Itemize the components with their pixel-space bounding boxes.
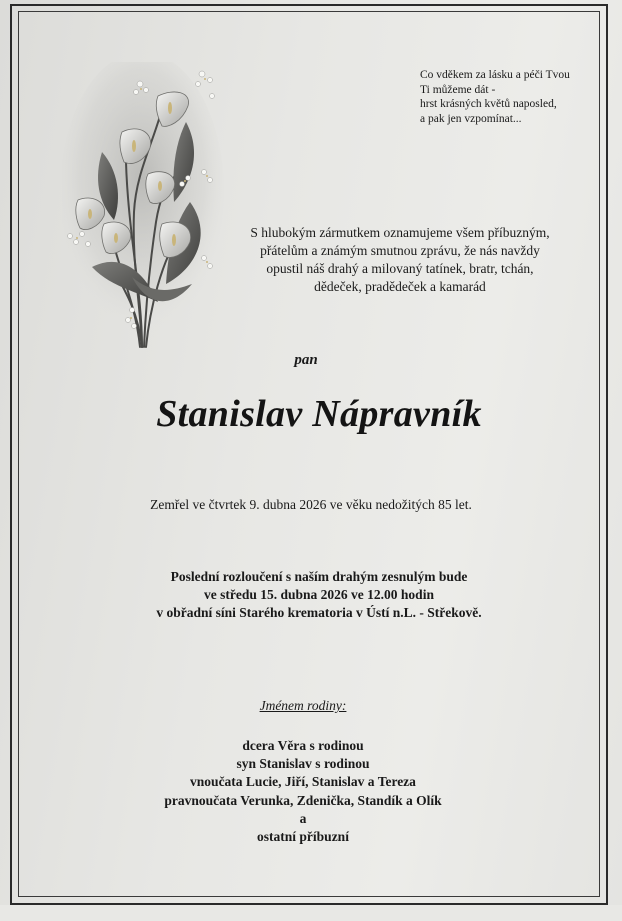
announcement-line: dědeček, pradědeček a kamarád: [314, 279, 486, 294]
announcement-line: přátelům a známým smutnou zprávu, že nás navždy: [260, 243, 540, 258]
family-member: syn Stanislav s rodinou: [236, 756, 370, 772]
funeral-details: [0, 568, 622, 622]
deceased-name: [0, 392, 622, 436]
funeral-line: ve středu 15. dubna 2026 ve 12.00 hodin: [204, 587, 434, 602]
calla-lily-bouquet-illustration: [62, 62, 228, 362]
poem-line: hrst krásných květů naposled,: [420, 98, 557, 110]
family-heading-text: Jménem rodiny:: [259, 698, 347, 713]
announcement-text: [230, 224, 570, 296]
family-member: dcera Věra s rodinou: [242, 738, 364, 753]
family-list: [0, 737, 622, 846]
poem-line: a pak jen vzpomínat...: [420, 112, 522, 125]
poem-verse: [420, 68, 590, 126]
death-notice: [0, 497, 622, 513]
honorific: [0, 352, 622, 369]
family-member: pravnoučata Verunka, Zdenička, Standík a Olík: [164, 792, 442, 808]
announcement-line: S hlubokým zármutkem oznamujeme všem příbuzným,: [250, 225, 550, 240]
funeral-line: v obřadní síni Starého krematoria v Ústí n.L. - Střekově.: [156, 605, 482, 620]
honorific-text: pan: [294, 352, 318, 368]
announcement-line: opustil náš drahý a milovaný tatínek, bratr, tchán,: [266, 261, 534, 276]
family-member: ostatní příbuzní: [257, 829, 349, 845]
family-member: a: [299, 810, 307, 826]
poem-line: Co vděkem za lásku a péči Tvou: [420, 69, 570, 81]
family-heading: [0, 698, 622, 714]
death-notice-text: Zemřel ve čtvrtek 9. dubna 2026 ve věku nedožitých 85 let.: [150, 497, 472, 512]
poem-line: Ti můžeme dát -: [420, 83, 496, 96]
deceased-name-text: Stanislav Nápravník: [156, 393, 482, 435]
funeral-line: Poslední rozloučení s naším drahým zesnulým bude: [170, 569, 468, 584]
bottom-edge: [0, 905, 622, 921]
family-member: vnoučata Lucie, Jiří, Stanislav a Tereza: [190, 774, 416, 790]
